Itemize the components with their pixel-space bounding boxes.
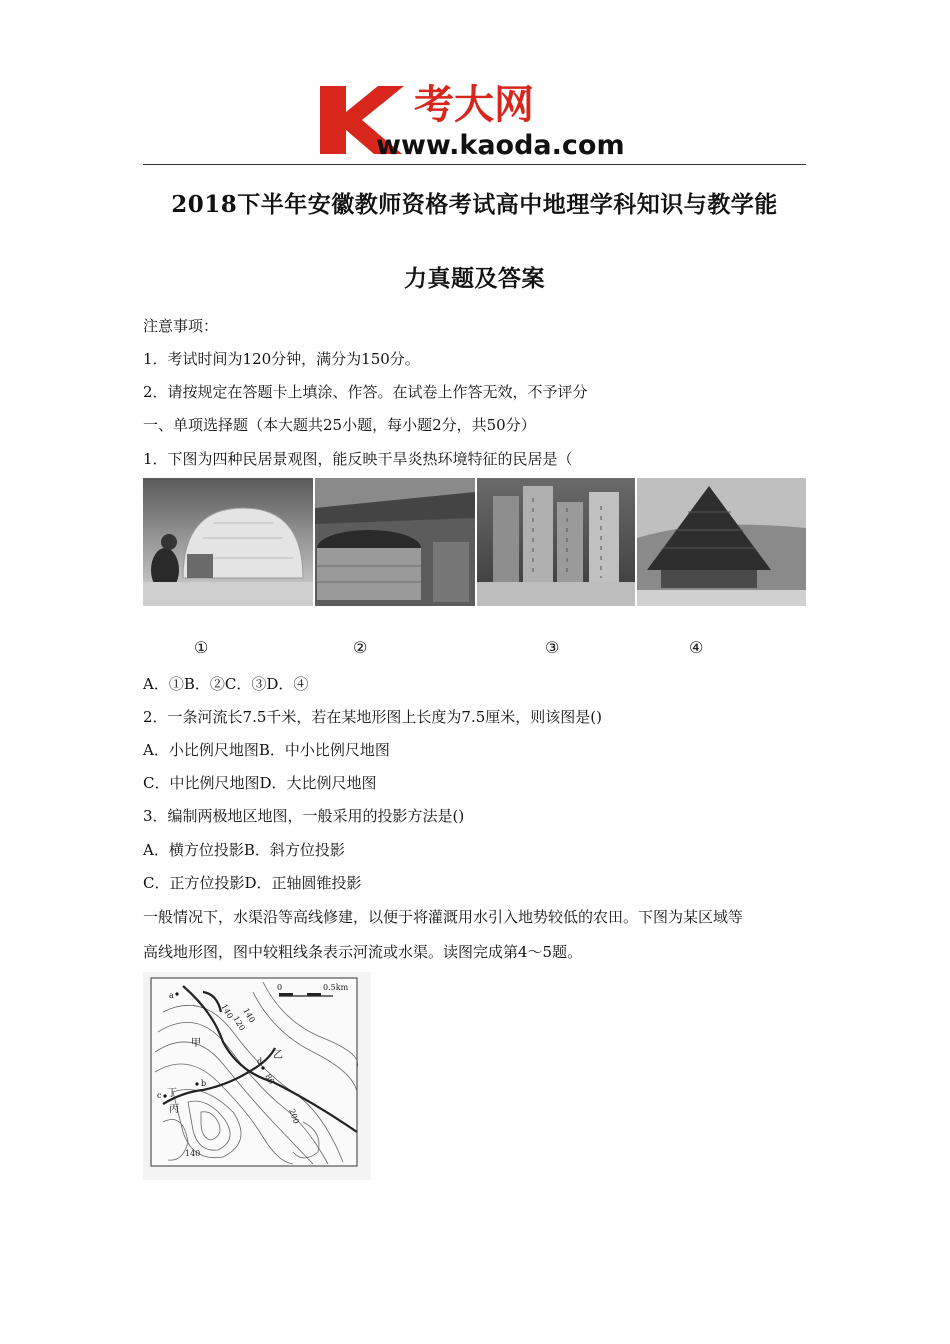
photo-tulou	[315, 478, 475, 606]
photo-igloo	[143, 478, 313, 606]
q2-stem: 2．一条河流长7.5千米，若在某地形图上长度为7.5厘米，则该图是()	[143, 708, 602, 726]
contour-label-120: 120	[231, 1014, 247, 1033]
doc-title-line2: 力真题及答案	[404, 265, 545, 292]
contour-label-80: 80	[263, 1072, 277, 1086]
q1-stem: 1．下图为四种民居景观图，能反映干旱炎热环境特征的民居是（	[143, 450, 573, 468]
header-divider	[143, 164, 806, 165]
place-label-ding: 丁	[167, 1088, 177, 1099]
photo-thatched-hut	[637, 478, 806, 606]
q2-options-ab: A．小比例尺地图B．中小比例尺地图	[143, 741, 390, 759]
section-heading: 一、单项选择题（本大题共25小题，每小题2分，共50分）	[143, 416, 536, 434]
q1-options: A．①B．②C．③D．④	[143, 675, 309, 693]
site-logo[interactable]	[318, 78, 638, 158]
scale-zero-label: 0	[277, 983, 283, 992]
photo-label-2: ②	[353, 638, 368, 657]
q3-stem: 3．编制两极地区地图，一般采用的投影方法是()	[143, 807, 465, 825]
passage-line-2: 高线地形图，图中较粗线条表示河流或水渠。读图完成第4～5题。	[143, 943, 583, 961]
photo-label-1: ①	[194, 638, 209, 657]
place-label-jia: 甲	[191, 1038, 201, 1049]
scale-distance-label: 0.5km	[323, 983, 349, 992]
contour-label-140-mid: 140	[241, 1006, 257, 1025]
notes-heading: 注意事项：	[143, 317, 219, 335]
q3-options-ab: A．横方位投影B．斜方位投影	[143, 841, 345, 859]
logo-url-text: www.kaoda.com	[376, 130, 625, 158]
point-label-d: d	[257, 1057, 263, 1066]
point-label-b: b	[201, 1079, 207, 1088]
logo-brand-text: 考大网	[414, 82, 534, 128]
passage-line-1: 一般情况下，水渠沿等高线修建，以便于将灌溉用水引入地势较低的农田。下图为某区域等	[143, 908, 744, 926]
photo-label-4: ④	[689, 638, 704, 657]
contour-map	[143, 972, 371, 1180]
notes-item-2: 2．请按规定在答题卡上填涂、作答。在试卷上作答无效，不予评分	[143, 383, 588, 401]
place-label-bing: 丙	[169, 1104, 179, 1115]
photo-stone-towers	[477, 478, 635, 606]
dwelling-photos	[143, 478, 806, 606]
contour-label-140-top: 140	[219, 1002, 235, 1021]
point-label-a: a	[169, 991, 174, 1000]
contour-label-200: 200	[287, 1107, 301, 1126]
point-label-c: c	[157, 1091, 162, 1100]
q2-options-cd: C．中比例尺地图D．大比例尺地图	[143, 774, 377, 792]
contour-label-140-bottom: 140	[185, 1149, 201, 1158]
place-label-yi: 乙	[273, 1050, 283, 1061]
q3-options-cd: C．正方位投影D．正轴圆锥投影	[143, 874, 362, 892]
doc-title-line1: 2018下半年安徽教师资格考试高中地理学科知识与教学能	[171, 191, 778, 218]
photo-label-3: ③	[545, 638, 560, 657]
notes-item-1: 1．考试时间为120分钟，满分为150分。	[143, 350, 420, 368]
